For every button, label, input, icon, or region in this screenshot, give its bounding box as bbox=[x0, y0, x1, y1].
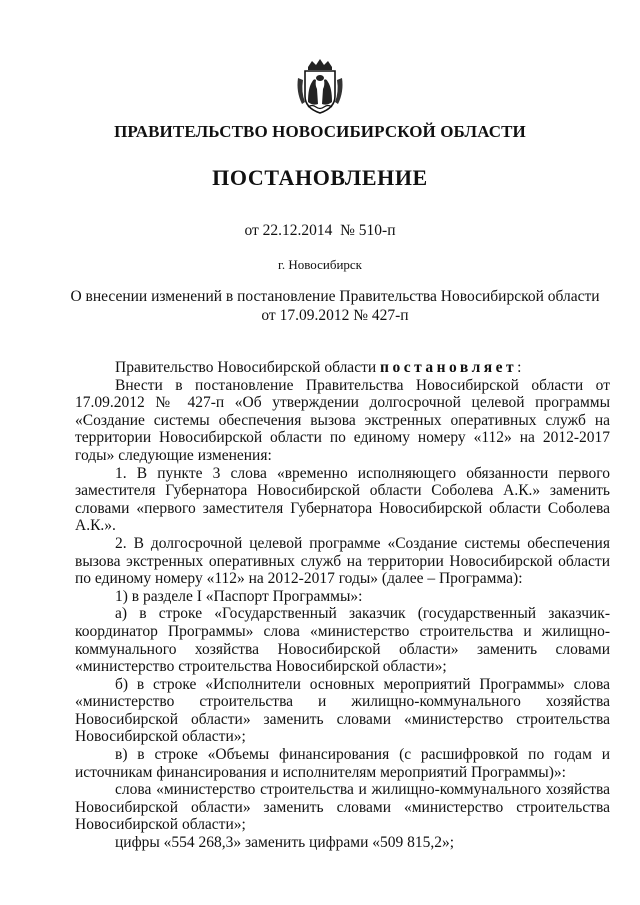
paragraph-5: а) в строке «Государственный заказчик (государственный заказчик-координатор Программы» слова «министерство строительства и жилищно-коммунального хозяйства Новосибирской области» заменить словами «министерство строительства Новосибирской области»; bbox=[75, 605, 610, 676]
organization-name: ПРАВИТЕЛЬСТВО НОВОСИБИРСКОЙ ОБЛАСТИ bbox=[114, 122, 526, 141]
document-date-number: от 22.12.2014 № 510-п bbox=[244, 222, 396, 239]
paragraph-7: в) в строке «Объемы финансирования (с расшифровкой по годам и источникам финансирования и исполнителям мероприятий Программы)»: bbox=[75, 746, 610, 781]
paragraph-4: 1) в разделе I «Паспорт Программы»: bbox=[115, 587, 363, 605]
document-type: ПОСТАНОВЛЕНИЕ bbox=[212, 165, 428, 190]
preamble-start: Правительство Новосибирской области bbox=[115, 359, 381, 376]
preamble-end: : bbox=[517, 359, 522, 376]
document-body bbox=[75, 359, 610, 852]
subject-line-2: от 17.09.2012 № 427-п bbox=[261, 307, 409, 324]
paragraph-1: Внести в постановление Правительства Новосибирской области от 17.09.2012 № 427-п «Об утверждении долгосрочной целевой программы «Создание системы обеспечения вызова экстренных оперативных служб на территории Новосибирской области по единому номеру «112» на 2012-2017 годы» следующие изменения: bbox=[75, 376, 610, 464]
subject-line-1: О внесении изменений в постановление Правительства Новосибирской области bbox=[70, 288, 600, 305]
preamble-verb: постановляет bbox=[380, 359, 518, 376]
preamble bbox=[75, 359, 610, 377]
paragraph-8: слова «министерство строительства и жилищно-коммунального хозяйства Новосибирской области» заменить словами «министерство строительства Новосибирской области»; bbox=[75, 781, 610, 834]
paragraph-9: цифры «554 268,3» заменить цифрами «509 815,2»; bbox=[115, 834, 455, 852]
document-city: г. Новосибирск bbox=[277, 257, 362, 272]
coat-of-arms-icon bbox=[294, 58, 346, 116]
document-subject bbox=[60, 287, 610, 325]
paragraph-3: 2. В долгосрочной целевой программе «Создание системы обеспечения вызова экстренных оперативных служб на территории Новосибирской области по единому номеру «112» на 2012-2017 годы» (далее – Программа): bbox=[75, 534, 610, 588]
paragraph-6: б) в строке «Исполнители основных мероприятий Программы» слова «министерство строительства и жилищно-коммунального хозяйства Новосибирской области» заменить словами «министерство строительства Новосибирской области»; bbox=[75, 675, 610, 746]
paragraph-2: 1. В пункте 3 слова «временно исполняющего обязанности первого заместителя Губернатора Новосибирской области Соболева А.К.» заменить словами «первого заместителя Губернатора Новосибирской области Соболева А.К.». bbox=[75, 464, 610, 535]
